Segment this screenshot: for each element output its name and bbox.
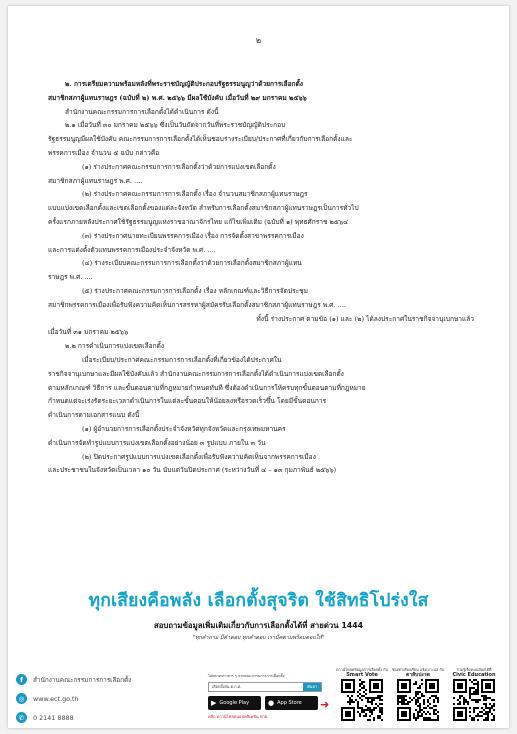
paragraph-line: พรรคการเมือง จำนวน ๕ ฉบับ กล่าวคือ <box>48 148 160 157</box>
qr-code-icon <box>397 679 439 721</box>
paragraph-line: ราชกิจจานุเบกษาและมีผลใช้บังคับแล้ว สำนักงานคณะกรรมการการเลือกตั้งได้ดำเนินการแบ่งเขตเลือกตั้ง <box>48 369 344 378</box>
paragraph-line: สำนักงานคณะกรรมการการเลือกตั้งได้ดำเนินการ ดังนี้ <box>65 107 219 116</box>
hotline-text: สอบถามข้อมูลเพิ่มเติมเกี่ยวกับการเลือกตั้งได้ที่ สายด่วน 1444 <box>153 621 364 630</box>
contact-label: 0 2141 8888 <box>33 713 74 722</box>
app-note: ไม่พลาดข่าวสาร ๆ จากคณะกรรมการการเลือกตั้ง <box>208 674 285 678</box>
phone-icon: ✆ <box>16 712 27 723</box>
campaign-slogan: ทุกเสียงคือพลัง เลือกตั้งสุจริต ใช้สิทธิโปร่งใส <box>88 591 429 611</box>
paragraph-line: เมื่อวันที่ ๓๑ มกราคม ๒๕๖๖ <box>48 328 129 337</box>
app-search-bar[interactable] <box>208 682 322 692</box>
hotline-tagline: "ทุกคำถาม มีคำตอบ ทุกคำตอบ เรามีคตามพร้อมตอบให้" <box>192 635 325 641</box>
paragraph-line: (๓) ร่างประกาศนายทะเบียนพรรคการเมือง เรื่อง การจัดตั้งสาขาพรรคการเมือง <box>82 231 304 240</box>
paragraph-line: เมื่อระเบียบ/ประกาศคณะกรรมการการเลือกตั้งที่เกี่ยวข้องได้ประกาศใน <box>82 355 282 364</box>
contact-list <box>16 670 196 727</box>
qr-code-icon <box>341 679 383 721</box>
app-download-box <box>208 674 326 720</box>
qr-code-icon <box>453 679 495 721</box>
paragraph-line: ๒.๑ เมื่อวันที่ ๓๐ มกราคม ๒๕๖๖ ซึ่งเป็นวันถัดจากวันที่พระราชบัญญัติประกอบ <box>65 121 286 130</box>
qr-title: ตาสับปะรด <box>405 671 431 678</box>
contact-label: สำนักงานคณะกรรมการการเลือกตั้ง <box>33 675 132 684</box>
footer-banner <box>8 580 509 728</box>
paragraph-line: สมาชิกสภาผู้แทนราษฎร พ.ศ. .... <box>48 176 143 185</box>
qr-smart-vote[interactable] <box>334 668 390 721</box>
paragraph-line: ราษฎร พ.ศ. .... <box>48 273 93 282</box>
paragraph-line: ดำเนินการตามเอกสารแนบ ดังนี้ <box>48 411 140 420</box>
paragraph-line: (๒) ร่างประกาศคณะกรรมการการเลือกตั้ง เรื่อง จำนวนสมาชิกสภาผู้แทนราษฎร <box>82 190 308 199</box>
paragraph-line: (๒) ปิดประกาศรูปแบบการแบ่งเขตเลือกตั้งเพื่อรับฟังความคิดเห็นจากพรรคการเมือง <box>82 452 316 461</box>
qr-caption: ดาวน์โหลดข้อมูลการเลือกตั้ง กับ Smart Vote <box>334 668 390 677</box>
page-number: ๒ <box>255 36 262 45</box>
paragraph-line: (๔) ร่างระเบียบคณะกรรมการการเลือกตั้งว่าด้วยการเลือกตั้งสมาชิกสภาผู้แทน <box>82 259 302 268</box>
document-page <box>8 6 509 728</box>
app-store-badge[interactable] <box>265 696 318 710</box>
qr-title: Civic Education <box>452 671 496 678</box>
google-play-label: Google Play <box>219 700 250 706</box>
click-note: คลิก ดาวน์โหลดแอปพลิเคชัน กกต. <box>208 714 269 719</box>
paragraph-line: กำหนดแต่จะเร่งรัดระยะเวลาดำเนินการในแต่ละขั้นตอนให้น้อยลงหรือรวดเร็วขึ้น โดยมีขั้นตอนการ <box>48 397 327 406</box>
arrow-icon: ➜ <box>320 698 330 711</box>
contact-facebook[interactable] <box>16 670 196 689</box>
contact-phone[interactable] <box>16 708 196 727</box>
globe-icon: ◎ <box>16 693 27 704</box>
contact-label: www.ect.go.th <box>33 694 79 703</box>
apple-icon: ● <box>268 699 275 707</box>
store-badges <box>208 696 326 710</box>
paragraph-line: รัฐธรรมนูญมีผลใช้บังคับ คณะกรรมการการเลือกตั้งได้เห็นชอบร่างระเบียบ/ประกาศที่เกี่ยวกับการเลือกตั้งและ <box>48 135 353 144</box>
qr-civic-education[interactable] <box>446 668 502 721</box>
qr-title: Smart Vote <box>346 671 378 678</box>
google-play-badge[interactable] <box>208 696 261 710</box>
paragraph-line: ดำเนินการจัดทำรูปแบบการแบ่งเขตเลือกตั้งอย่างน้อย ๓ รูปแบบ ภายใน ๓ วัน <box>48 438 266 447</box>
paragraph-line: และประชาชนในจังหวัดเป็นเวลา ๑๐ วัน นับแต่วันปิดประกาศ (ระหว่างวันที่ ๔ – ๑๓ กุมภาพันธ์ ๒๕๖๖) <box>48 466 337 475</box>
paragraph-line: ทั้งนี้ ร่างประกาศ ตามข้อ (๑) และ (๒) ได้ลงประกาศในราชกิจจานุเบกษาแล้ว <box>256 314 474 323</box>
app-store-label: App Store <box>277 700 302 706</box>
paragraph-line: (๕) ร่างประกาศคณะกรรมการการเลือกตั้ง เรื่อง หลักเกณฑ์และวิธีการจัดประชุม <box>82 286 308 295</box>
paragraph-line: สมาชิกพรรคการเมืองเพื่อรับฟังความคิดเห็นการสรรหาผู้สมัครรับเลือกตั้งสมาชิกสภาผู้แทนราษฎร พ.ศ. .... <box>48 300 347 309</box>
paragraph-line: ๒. การเตรียมความพร้อมหลังที่พระราชบัญญัติประกอบรัฐธรรมนูญว่าด้วยการเลือกตั้ง <box>65 80 304 88</box>
paragraph-line: (๑) ร่างประกาศคณะกรรมการการเลือกตั้งว่าด้วยการแบ่งเขตเลือกตั้ง <box>82 162 276 171</box>
paragraph-line: (๑) ผู้อำนวยการการเลือกตั้งประจำจังหวัดทุกจังหวัดและกรุงเทพมหานคร <box>82 424 286 433</box>
contact-website[interactable] <box>16 689 196 708</box>
paragraph-line: สมาชิกสภาผู้แทนราษฎร (ฉบับที่ ๒) พ.ศ. ๒๕๖๖ มีผลใช้บังคับ เมื่อวันที่ ๒๙ มกราคม ๒๕๖๖ <box>48 93 307 102</box>
app-search-button[interactable]: ค้นหา <box>303 683 321 691</box>
paragraph-line: แบบแบ่งเขตเลือกตั้งและเขตเลือกตั้งของแต่ละจังหวัด สำหรับการเลือกตั้งสมาชิกสภาผู้แทนราษฎรเป็นการทั่วไป <box>48 204 359 213</box>
qr-ta-sapparot[interactable] <box>390 668 446 721</box>
paragraph-line: และการแต่งตั้งตัวแทนพรรคการเมืองประจำจังหวัด พ.ศ. .... <box>48 245 216 254</box>
paragraph-line: ตามหลักเกณฑ์ วิธีการ และขั้นตอนตามที่กฎหมายกำหนดทันที ซึ่งต้องดำเนินการให้ครบทุกขั้นตอนตามที่กฎหมาย <box>48 383 366 392</box>
qr-caption: ช่องทางร้องเรียน แจ้งเบาะแส กับ ตาสับปะรด <box>391 668 445 678</box>
app-search-text: เลือกตั้งถัน ต.ก.ต. <box>212 684 242 689</box>
play-icon: ▶ <box>211 699 217 707</box>
facebook-icon: f <box>16 674 27 685</box>
paragraph-line: ๒.๒ การดำเนินการแบ่งเขตเลือกตั้ง <box>65 342 165 351</box>
document-body <box>48 78 474 478</box>
qr-caption: ร่วมรู้เรื่องพลเมืองได้ที่ Civic Education <box>446 668 502 677</box>
paragraph-line: ครั้งแรกภายหลังประกาศใช้รัฐธรรมนูญแห่งราชอาณาจักรไทย แก้ไขเพิ่มเติม (ฉบับที่ ๑) พุทธศักราช ๒๕๖๔ <box>48 217 349 226</box>
